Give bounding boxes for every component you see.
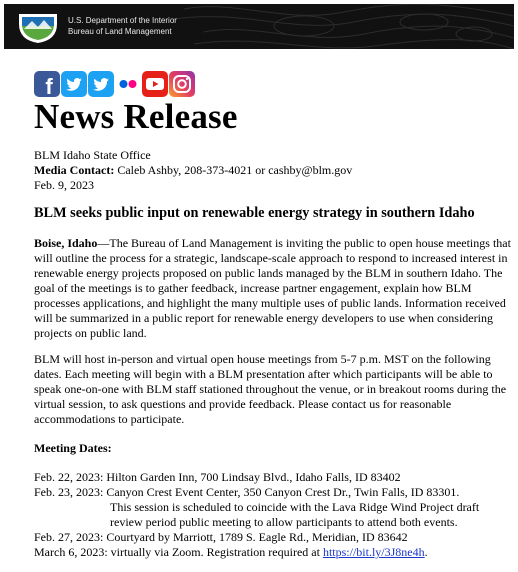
meeting-virtual-text: March 6, 2023: virtually via Zoom. Registration required at [34,545,323,559]
meeting-item [34,545,514,560]
agency-name [68,15,177,37]
paragraph-meetings-info: BLM will host in-person and virtual open house meetings from 5-7 p.m. MST on the following dates. Each meeting will begin with a BLM presentation after which participants will be able to speak one-on-one with BLM staff stationed throughout the venue, or in breakout rooms during the virtual session, to ask questions and provide feedback. Please contact us for reasonable accommodations to participate. [34,352,507,426]
media-contact [34,163,352,178]
dateline: Boise, Idaho [34,236,98,250]
flickr-icon[interactable] [115,71,141,97]
instagram-camera-icon [169,71,195,97]
media-contact-label: Media Contact: [34,163,115,177]
meeting-note: This session is scheduled to coincide with the Lava Ridge Wind Project draft review period public meeting to allow participants to attend both events. [110,500,480,529]
agency-line-1: U.S. Department of the Interior [68,16,177,25]
release-headline: BLM seeks public input on renewable energy strategy in southern Idaho [34,205,475,221]
meeting-dates-heading: Meeting Dates: [34,441,112,455]
agency-banner [4,4,514,49]
meeting-date: Feb. 22, 2023: [34,470,104,484]
meeting-list [34,470,514,560]
meeting-date: Feb. 23, 2023: [34,485,104,499]
youtube-play-icon [142,71,168,97]
meeting-item [34,470,514,485]
meeting-location: Canyon Crest Event Center, 350 Canyon Crest Dr., Twin Falls, ID 83301. [103,485,460,499]
release-meta [34,148,352,193]
twitter-bird-icon [61,71,87,97]
release-date: Feb. 9, 2023 [34,178,94,192]
paragraph-intro-text: —The Bureau of Land Management is inviting the public to open house meetings that will outline the process for a strategic, landscape-scale approach to respond to increased interest in renewable energy projects proposed on public lands managed by the BLM in southern Idaho. The goal of the meetings is to gather feedback, increase partner engagement, explain how BLM processes applications, and highlight the many multiple uses of public lands. Information received will be summarized in a public report for renewable energy developers to use when considering projects on public land. [34,236,511,340]
meeting-date: Feb. 27, 2023: [34,530,104,544]
meeting-virtual-suffix: . [424,545,428,559]
meeting-item [34,530,514,545]
page-title: News Release [34,97,238,136]
agency-line-2: Bureau of Land Management [68,27,172,36]
flickr-dots-icon [115,71,141,97]
twitter-bird-icon [88,71,114,97]
instagram-icon[interactable] [169,71,195,97]
registration-link[interactable]: https://bit.ly/3J8ne4h [322,545,425,559]
twitter-icon[interactable] [61,71,87,97]
office-name: BLM Idaho State Office [34,148,151,162]
paragraph-intro [34,236,514,341]
blm-logo-icon [18,10,58,44]
meeting-location: Courtyard by Marriott, 1789 S. Eagle Rd., Meridian, ID 83642 [103,530,408,544]
meeting-location: Hilton Garden Inn, 700 Lindsay Blvd., Idaho Falls, ID 83402 [103,470,401,484]
youtube-icon[interactable] [142,71,168,97]
twitter-icon-2[interactable] [88,71,114,97]
meeting-item [34,485,514,530]
media-contact-value: Caleb Ashby, 208-373-4021 or cashby@blm.gov [114,163,353,177]
facebook-icon[interactable]: f [34,71,60,97]
